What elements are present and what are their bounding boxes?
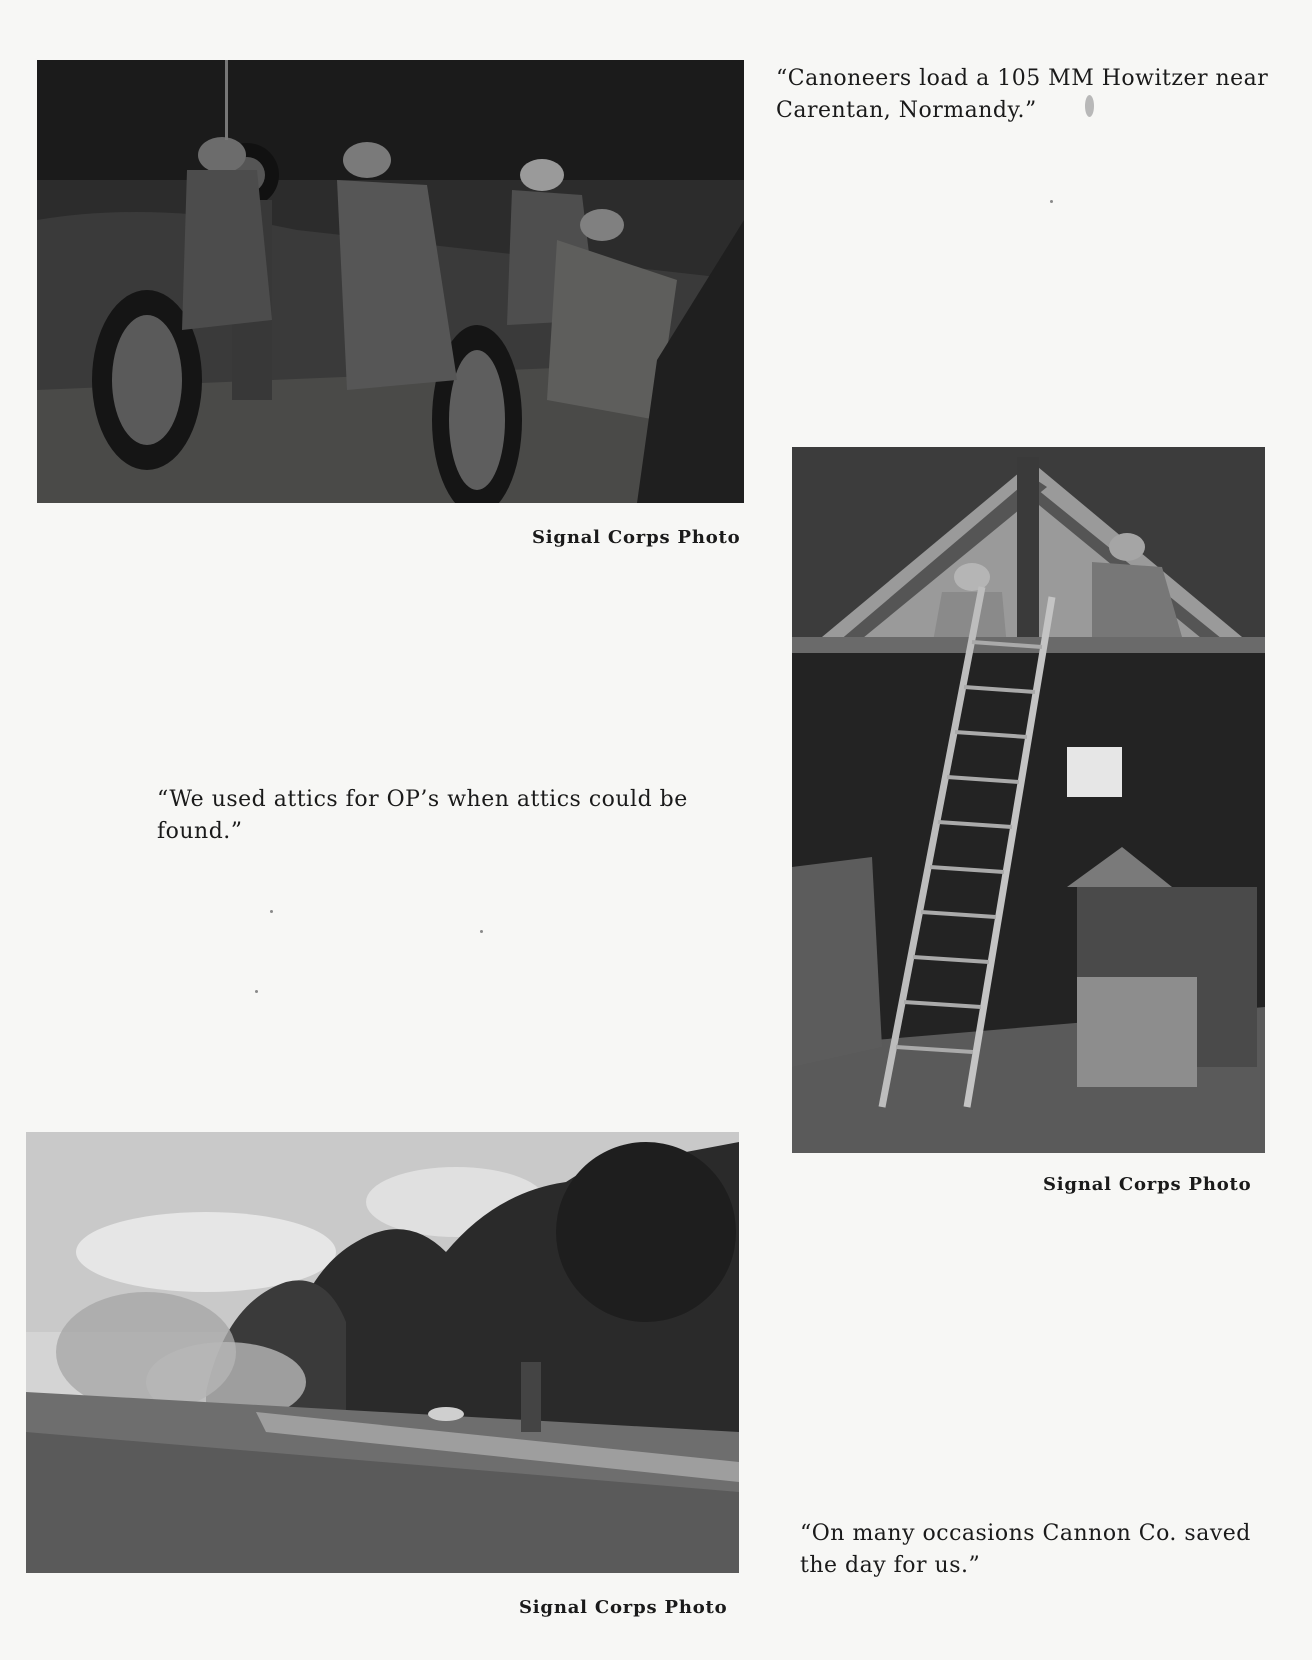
scan-speck (270, 910, 273, 913)
scan-speck (1050, 200, 1053, 203)
caption-cannon-co: “On many occasions Cannon Co. saved the day for us.” (800, 1521, 1251, 1578)
scan-speck (255, 990, 258, 993)
scan-speck (1085, 95, 1094, 117)
scan-speck (480, 930, 483, 933)
caption-howitzer: “Canoneers load a 105 MM Howitzer near Carentan, Normandy.” (776, 66, 1269, 123)
credit-field: Signal Corps Photo (519, 1597, 728, 1618)
credit-howitzer: Signal Corps Photo (532, 527, 741, 548)
credit-attic: Signal Corps Photo (1043, 1174, 1252, 1195)
photo-attic-ladder (792, 447, 1265, 1153)
photo-field-smoke (26, 1132, 739, 1573)
caption-attics: “We used attics for OP’s when attics could be found.” (157, 787, 688, 844)
photo-howitzer-crew (37, 60, 744, 503)
